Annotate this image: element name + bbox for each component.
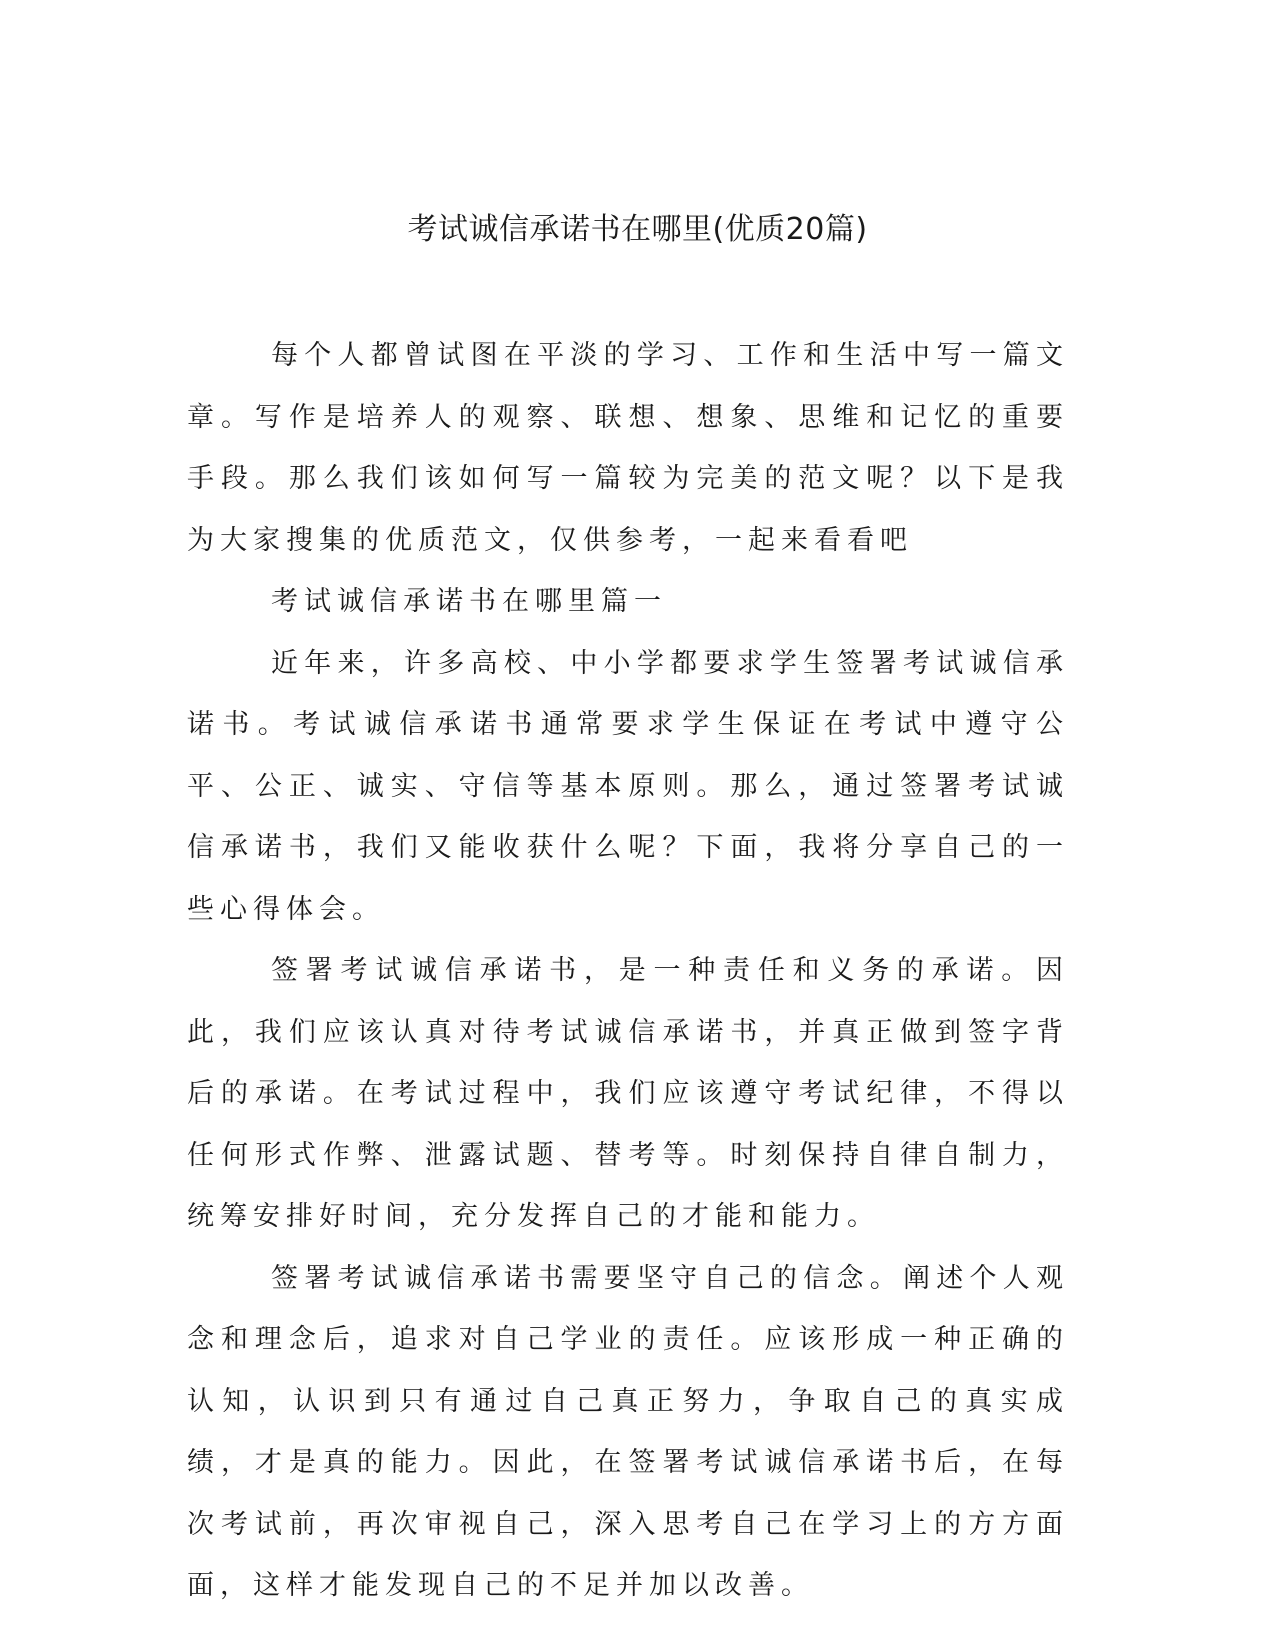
body-paragraph: 近年来，许多高校、中小学都要求学生签署考试诚信承诺书。考试诚信承诺书通常要求学生保证在考试中遵守公平、公正、诚实、守信等基本原则。那么，通过签署考试诚信承诺书，我们又能收获什么呢？下面，我将分享自己的一些心得体会。 [187, 647, 1069, 925]
body-paragraph: 签署考试诚信承诺书，是一种责任和义务的承诺。因此，我们应该认真对待考试诚信承诺书，并真正做到签字背后的承诺。在考试过程中，我们应该遵守考试纪律，不得以任何形式作弊、泄露试题、替考等。时刻保持自律自制力，统筹安排好时间，充分发挥自己的才能和能力。 [187, 955, 1069, 1232]
body-paragraph: 签署考试诚信承诺书需要坚守自己的信念。阐述个人观念和理念后，追求对自己学业的责任。应该形成一种正确的认知，认识到只有通过自己真正努力，争取自己的真实成绩，才是真的能力。因此，在签署考试诚信承诺书后，在每次考试前，再次审视自己，深入思考自己在学习上的方方面面，这样才能发现自己的不足并加以改善。 [187, 1262, 1069, 1601]
section-heading: 考试诚信承诺书在哪里篇一 [271, 586, 667, 617]
intro-paragraph: 每个人都曾试图在平淡的学习、工作和生活中写一篇文章。写作是培养人的观察、联想、想象、思维和记忆的重要手段。那么我们该如何写一篇较为完美的范文呢？以下是我为大家搜集的优质范文，仅供参考，一起来看看吧 [187, 340, 1069, 556]
document-title: 考试诚信承诺书在哪里(优质20篇) [407, 212, 868, 247]
document-body [187, 325, 1069, 1617]
